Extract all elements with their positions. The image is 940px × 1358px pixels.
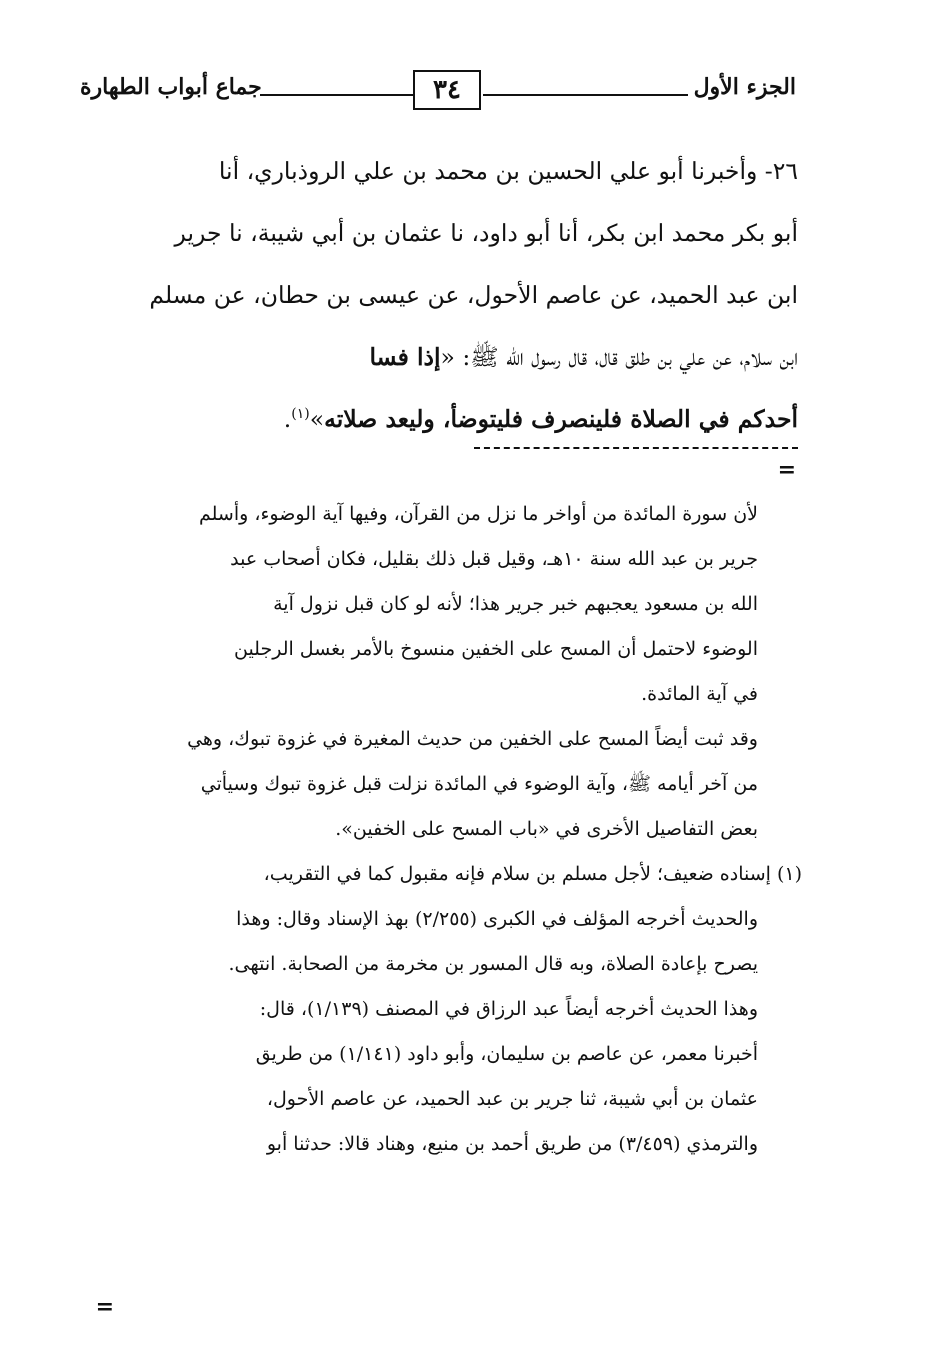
- note-line: وهذا الحديث أخرجه أيضاً عبد الرزاق في المصنف (١/١٣٩)، قال:: [259, 998, 758, 1020]
- note-line: بعض التفاصيل الأخرى في «باب المسح على الخفين».: [335, 818, 758, 840]
- note-line: أخبرنا معمر، عن عاصم بن سليمان، وأبو داود (١/١٤١) من طريق: [255, 1043, 758, 1065]
- footnote-1-body: [78, 897, 758, 1167]
- footnote-separator: [474, 447, 798, 449]
- note-line: الوضوء لاحتمل أن المسح على الخفين منسوخ بالأمر بغسل الرجلين: [233, 638, 758, 660]
- running-header: [80, 68, 796, 114]
- note-line: الله بن مسعود يعجبهم خبر جرير هذا؛ لأنه لو كان قبل نزول آية: [273, 593, 758, 615]
- footnotes: [78, 492, 802, 1167]
- footnote-ref: (١): [291, 406, 310, 423]
- hadith-quote-end: أحدكم في الصلاة فلينصرف فليتوضأ، وليعد صلاته: [324, 405, 798, 433]
- header-rule-left: [260, 94, 413, 96]
- text-line: أبو بكر محمد ابن بكر، أنا أبو داود، نا عثمان بن أبي شيبة، نا جرير: [174, 219, 798, 247]
- text-segment: ابن سلام، عن علي بن طلق قال، قال رسول الله ﷺ: «: [440, 343, 798, 371]
- continuation-mark-bottom: =: [95, 1294, 114, 1320]
- text-line: ٢٦- وأخبرنا أبو علي الحسين بن محمد بن علي الروذباري، أنا: [218, 157, 798, 185]
- note-line: من آخر أيامه ﷺ، وآية الوضوء في المائدة نزلت قبل غزوة تبوك وسيأتي: [200, 773, 758, 795]
- end-punct: .: [283, 405, 292, 433]
- note-line: [78, 852, 802, 897]
- hadith-quote-start: إذا فسا: [369, 343, 441, 371]
- note-line: عثمان بن أبي شيبة، ثنا جرير بن عبد الحميد، عن عاصم الأحول،: [266, 1088, 758, 1110]
- note-line: لأن سورة المائدة من أواخر ما نزل من القرآن، وفيها آية الوضوء، وأسلم: [199, 503, 758, 525]
- text-line: ابن عبد الحميد، عن عاصم الأحول، عن عيسى بن حطان، عن مسلم: [149, 281, 798, 309]
- footnote-number: (١): [776, 863, 802, 885]
- note-line: والحديث أخرجه المؤلف في الكبرى (٢/٢٥٥) بهذ الإسناد وقال: وهذا: [236, 908, 758, 930]
- continued-note-2: [78, 717, 758, 852]
- note-text: إسناده ضعيف؛ لأجل مسلم بن سلام فإنه مقبول كما في التقريب،: [263, 863, 771, 885]
- note-line: في آية المائدة.: [641, 683, 758, 705]
- footnote-1: [78, 852, 802, 897]
- note-line: وقد ثبت أيضاً المسح على الخفين من حديث المغيرة في غزوة تبوك، وهي: [187, 728, 758, 750]
- chapter-title: جماع أبواب الطهارة: [80, 74, 262, 100]
- page-number: ٣٤: [413, 70, 481, 110]
- note-line: يصرح بإعادة الصلاة، وبه قال المسور بن مخرمة من الصحابة. انتهى.: [228, 953, 758, 975]
- continuation-mark-top: =: [777, 457, 796, 483]
- note-line: والترمذي (٣/٤٥٩) من طريق أحمد بن منيع، وهناد قالا: حدثنا أبو: [266, 1133, 758, 1155]
- continued-note: [78, 492, 758, 717]
- header-rule-right: [483, 94, 688, 96]
- text-line: [78, 326, 798, 388]
- volume-label: الجزء الأول: [693, 74, 796, 100]
- text-line: [78, 388, 798, 450]
- close-quote: »: [309, 405, 325, 433]
- hadith-text: [78, 140, 798, 450]
- note-line: جرير بن عبد الله سنة ١٠هـ، وقيل قبل ذلك بقليل، فكان أصحاب عبد: [230, 548, 758, 570]
